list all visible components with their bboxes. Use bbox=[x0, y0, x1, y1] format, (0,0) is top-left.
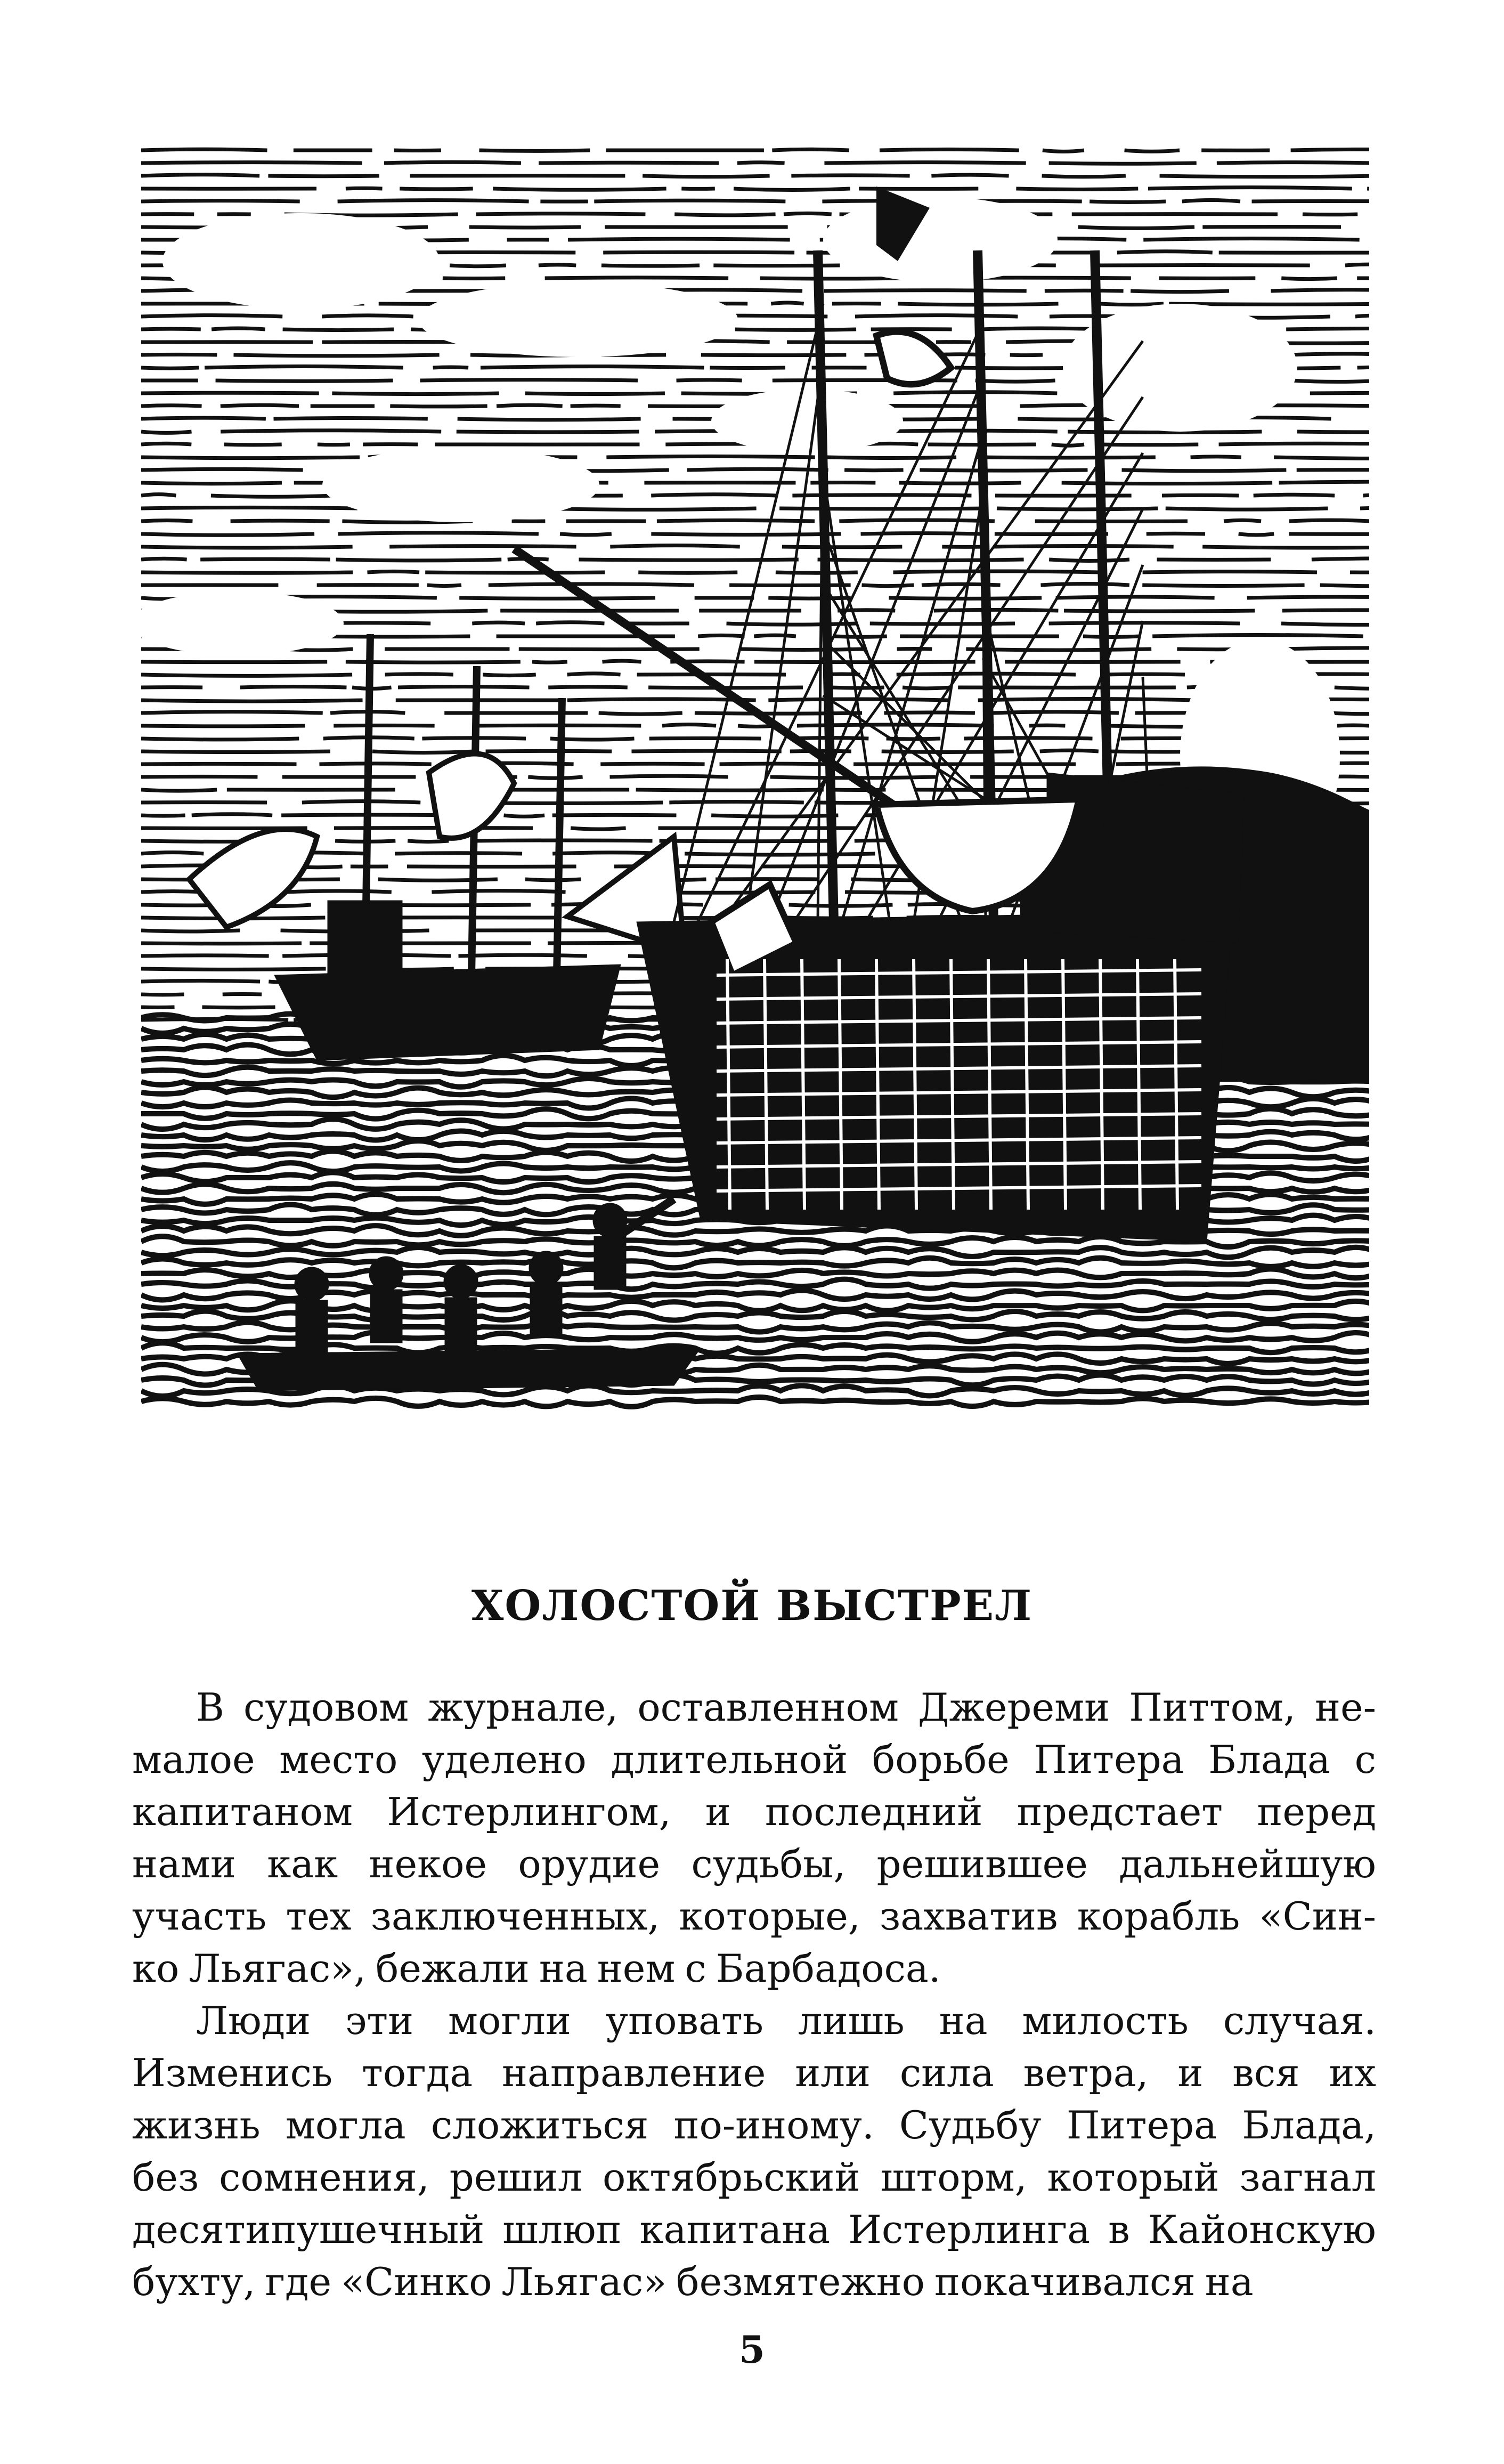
word: В bbox=[196, 1685, 224, 1730]
word: капитана bbox=[639, 2207, 831, 2252]
word: в bbox=[1108, 2207, 1130, 2252]
word: решившее bbox=[876, 1842, 1088, 1886]
word: корабль bbox=[1077, 1894, 1240, 1939]
word: шторм, bbox=[880, 2155, 1027, 2200]
word: Кайонскую bbox=[1148, 2207, 1376, 2252]
word: шлюп bbox=[502, 2207, 622, 2252]
word: борьбе bbox=[872, 1737, 1010, 1782]
word: которые, bbox=[679, 1894, 860, 1939]
word: Питера bbox=[1034, 1737, 1184, 1782]
text-line bbox=[132, 1838, 1376, 1890]
word: Изменись bbox=[132, 2050, 333, 2095]
word: капитаном bbox=[132, 1789, 353, 1834]
word: орудие bbox=[518, 1842, 661, 1886]
text-line bbox=[132, 1995, 1376, 2047]
text-line bbox=[132, 2256, 1376, 2308]
word: дальнейшую bbox=[1119, 1842, 1376, 1886]
word: Судьбу bbox=[899, 2103, 1042, 2147]
word: лишь bbox=[798, 1998, 905, 2043]
word: сила bbox=[899, 2050, 994, 2095]
word: как bbox=[267, 1842, 338, 1886]
word: Питтом, bbox=[1129, 1685, 1296, 1730]
word: октябрьский bbox=[602, 2155, 860, 2200]
word: судовом bbox=[243, 1685, 409, 1730]
word: Люди bbox=[196, 1998, 311, 2043]
word: Льягас» bbox=[501, 2259, 667, 2304]
text-line bbox=[132, 2151, 1376, 2203]
word: эти bbox=[345, 1998, 414, 2043]
word: бежали bbox=[375, 1946, 530, 1991]
word: «Син- bbox=[1259, 1894, 1376, 1939]
word: и bbox=[1177, 2050, 1204, 2095]
word: их bbox=[1329, 2050, 1376, 2095]
word: по-иному. bbox=[673, 2103, 874, 2147]
word: жизнь bbox=[132, 2103, 261, 2147]
word: решил bbox=[449, 2155, 583, 2200]
text-line bbox=[132, 1786, 1376, 1838]
word: на bbox=[539, 1946, 588, 1991]
word: Питера bbox=[1066, 2103, 1217, 2147]
word: Истерлинга bbox=[848, 2207, 1091, 2252]
word: оставленном bbox=[637, 1685, 899, 1730]
word: захватив bbox=[879, 1894, 1058, 1939]
word: Блада, bbox=[1242, 2103, 1376, 2147]
word: вся bbox=[1232, 2050, 1300, 2095]
word: место bbox=[279, 1737, 398, 1782]
word: без bbox=[132, 2155, 199, 2200]
word: тогда bbox=[362, 2050, 473, 2095]
text-line bbox=[132, 1890, 1376, 1942]
word: случая. bbox=[1223, 1998, 1376, 2043]
text-line bbox=[132, 2047, 1376, 2099]
text-line bbox=[132, 1942, 1376, 1995]
word: нами bbox=[132, 1842, 236, 1886]
text-line bbox=[132, 2203, 1376, 2256]
word: малое bbox=[132, 1737, 255, 1782]
word: Истерлингом, bbox=[387, 1789, 671, 1834]
ship-engraving-illustration bbox=[141, 144, 1369, 1412]
word: покачивался bbox=[934, 2259, 1196, 2304]
word: Джереми bbox=[918, 1685, 1110, 1730]
word: перед bbox=[1257, 1789, 1376, 1834]
text-line bbox=[132, 1733, 1376, 1786]
word: журнале, bbox=[428, 1685, 619, 1730]
word: тех bbox=[286, 1894, 352, 1939]
word: предстает bbox=[1017, 1789, 1223, 1834]
word: «Синко bbox=[341, 2259, 492, 2304]
text-line bbox=[132, 2099, 1376, 2151]
word: где bbox=[265, 2259, 332, 2304]
word: ветра, bbox=[1023, 2050, 1149, 2095]
word: бухту, bbox=[132, 2259, 256, 2304]
word: ко bbox=[132, 1946, 180, 1991]
word: десятипушечный bbox=[132, 2207, 485, 2252]
word: судьбы, bbox=[691, 1842, 846, 1886]
word: уповать bbox=[605, 1998, 763, 2043]
word: загнал bbox=[1239, 2155, 1376, 2200]
word: сомнения, bbox=[219, 2155, 429, 2200]
text-line bbox=[132, 1681, 1376, 1733]
word: на bbox=[939, 1998, 988, 2043]
word: направление bbox=[502, 2050, 766, 2095]
word: с bbox=[1354, 1737, 1376, 1782]
word: последний bbox=[765, 1789, 983, 1834]
word: или bbox=[795, 2050, 871, 2095]
word: который bbox=[1047, 2155, 1220, 2200]
word: нем bbox=[597, 1946, 676, 1991]
word: могла bbox=[285, 2103, 406, 2147]
word: не- bbox=[1315, 1685, 1376, 1730]
word: Льягас», bbox=[189, 1946, 366, 1991]
paragraph bbox=[132, 1995, 1376, 2308]
word: Барбадоса. bbox=[716, 1946, 941, 1991]
word: с bbox=[685, 1946, 706, 1991]
word: заключенных, bbox=[370, 1894, 660, 1939]
word: некое bbox=[369, 1842, 487, 1886]
word: длительной bbox=[611, 1737, 848, 1782]
page-number: 5 bbox=[739, 2328, 765, 2372]
ship-engraving-image bbox=[141, 144, 1369, 1412]
word: сложиться bbox=[430, 2103, 649, 2147]
word: милость bbox=[1022, 1998, 1189, 2043]
paragraph bbox=[132, 1681, 1376, 1995]
chapter-title: ХОЛОСТОЙ ВЫСТРЕЛ bbox=[471, 1582, 1033, 1630]
word: могли bbox=[448, 1998, 571, 2043]
word: на bbox=[1205, 2259, 1254, 2304]
word: уделено bbox=[421, 1737, 587, 1782]
body-text bbox=[132, 1681, 1376, 2308]
word: и bbox=[705, 1789, 731, 1834]
word: Блада bbox=[1208, 1737, 1331, 1782]
word: участь bbox=[132, 1894, 267, 1939]
word: безмятежно bbox=[676, 2259, 925, 2304]
